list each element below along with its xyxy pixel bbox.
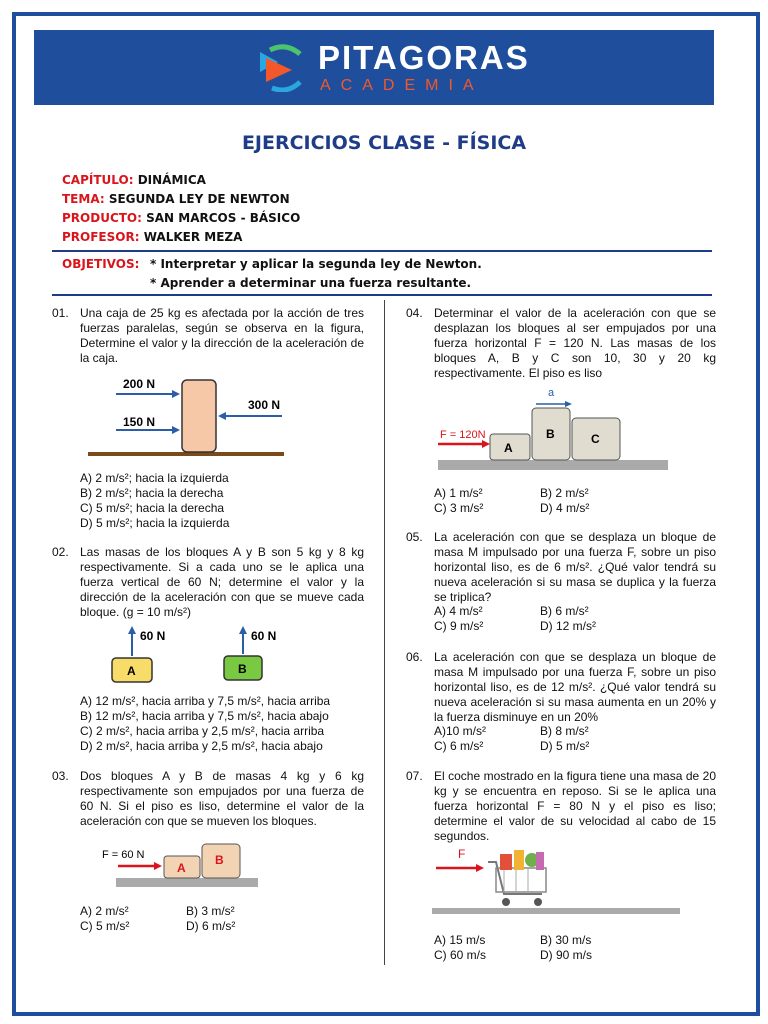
brand-subtitle: ACADEMIA [320,77,484,94]
options-q2 [80,694,330,754]
force-200-label: 200 N [123,377,156,391]
block-b-label: B [238,662,247,676]
option-c[interactable]: C) 5 m/s² [80,919,130,933]
option-b[interactable]: B) 30 m/s [540,933,592,947]
force-a-label: 60 N [140,629,166,643]
option-a[interactable]: A) 12 m/s², hacia arriba y 7,5 m/s², hacia arriba [80,694,331,708]
option-c[interactable]: C) 6 m/s² [434,739,484,753]
block-a-label: A [177,861,186,875]
page-title: EJERCICIOS CLASE - FÍSICA [241,132,527,154]
divider-bottom [52,294,712,296]
options-q4 [434,486,684,518]
block-a-label: A [504,441,513,455]
options-q5 [434,604,684,636]
option-c[interactable]: C) 2 m/s², hacia arriba y 2,5 m/s², hacia arriba [80,724,325,738]
column-divider [384,300,385,965]
header-banner [34,30,714,105]
meta-teacher: PROFESOR: WALKER MEZA [62,230,243,244]
option-a[interactable]: A) 4 m/s² [434,604,483,618]
force-b-label: 60 N [251,629,277,643]
options-q3 [80,904,330,936]
options-q6 [434,724,684,756]
option-b[interactable]: B) 2 m/s² [540,486,589,500]
shopping-cart-icon [488,850,546,906]
option-c[interactable]: C) 3 m/s² [434,501,484,515]
option-d[interactable]: D) 5 m/s²; hacia la izquierda [80,516,230,530]
block-b-label: B [546,427,555,441]
option-c[interactable]: C) 5 m/s²; hacia la derecha [80,501,225,515]
force-150-label: 150 N [123,415,156,429]
figure-q4 [432,388,672,474]
option-a[interactable]: A) 2 m/s²; hacia la izquierda [80,471,229,485]
meta-chapter: CAPÍTULO: DINÁMICA [62,173,206,187]
option-d[interactable]: D) 12 m/s² [540,619,597,633]
option-a[interactable]: A)10 m/s² [434,724,487,738]
option-d[interactable]: D) 2 m/s², hacia arriba y 2,5 m/s², hacia abajo [80,739,323,753]
option-c[interactable]: C) 9 m/s² [434,619,484,633]
meta-block [62,171,300,247]
objective-1: * Interpretar y aplicar la segunda ley de Newton. [150,257,482,271]
options-q7 [434,933,684,965]
figure-q3 [100,840,262,890]
option-b[interactable]: B) 12 m/s², hacia arriba y 7,5 m/s², hacia abajo [80,709,329,723]
brand-name: PITAGORAS [318,39,530,76]
option-c[interactable]: C) 60 m/s [434,948,487,962]
option-d[interactable]: D) 6 m/s² [186,919,236,933]
pitagoras-logo-icon [256,44,312,92]
accel-label: a [548,388,555,399]
force-label: F = 120N [440,429,486,441]
divider-top [52,250,712,252]
figure-q1 [88,374,288,460]
option-a[interactable]: A) 2 m/s² [80,904,129,918]
option-b[interactable]: B) 8 m/s² [540,724,589,738]
objectives-label: OBJETIVOS: [62,257,140,271]
block-b-label: B [215,853,224,867]
option-b[interactable]: B) 3 m/s² [186,904,235,918]
force-label: F = 60 N [102,849,145,861]
option-a[interactable]: A) 1 m/s² [434,486,483,500]
option-d[interactable]: D) 5 m/s² [540,739,590,753]
block-a-label: A [127,664,136,678]
meta-topic: TEMA: SEGUNDA LEY DE NEWTON [62,192,290,206]
objective-2: * Aprender a determinar una fuerza resultante. [150,276,472,290]
meta-product: PRODUCTO: SAN MARCOS - BÁSICO [62,211,301,225]
option-a[interactable]: A) 15 m/s [434,933,486,947]
option-b[interactable]: B) 2 m/s²; hacia la derecha [80,486,224,500]
figure-q7 [432,846,682,920]
options-q1 [80,471,229,531]
figure-q2 [110,622,290,686]
force-300-label: 300 N [248,398,281,412]
block-c-label: C [591,432,600,446]
option-d[interactable]: D) 4 m/s² [540,501,590,515]
option-d[interactable]: D) 90 m/s [540,948,593,962]
force-label: F [458,847,466,861]
option-b[interactable]: B) 6 m/s² [540,604,589,618]
